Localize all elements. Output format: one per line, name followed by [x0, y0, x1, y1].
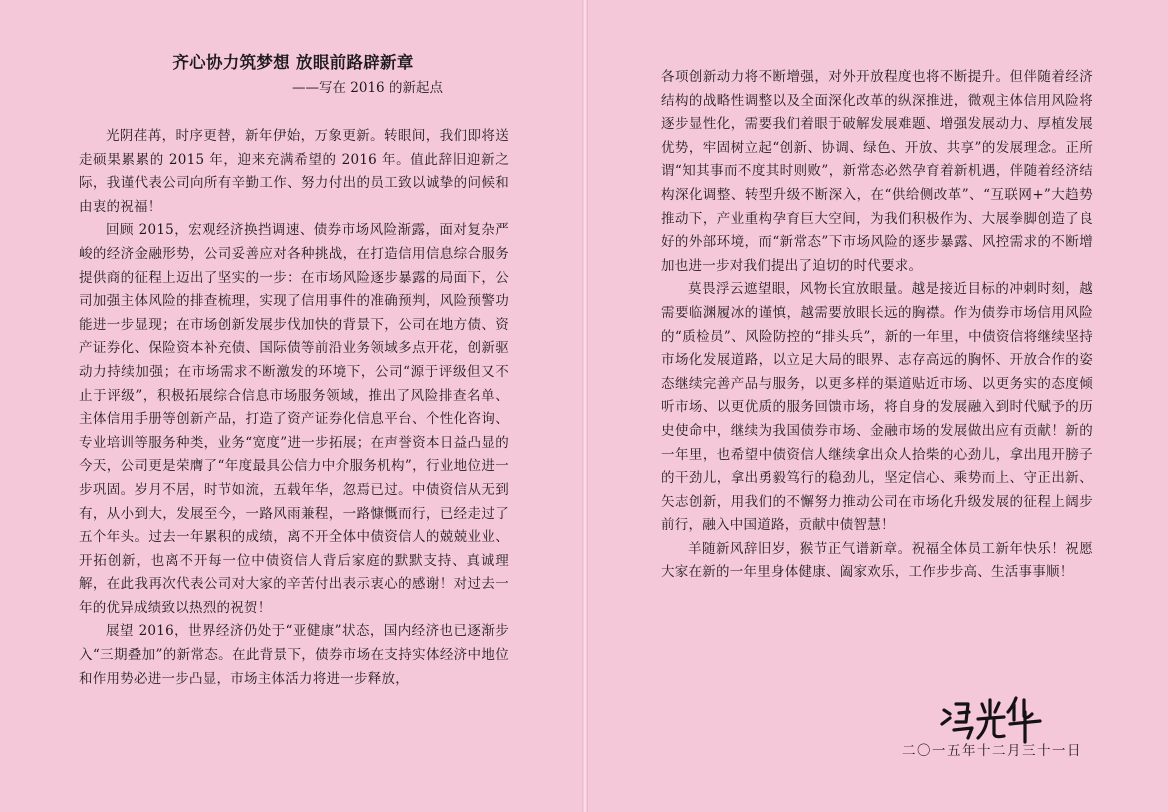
right-page	[588, 0, 1168, 812]
paragraph-mission: 莫畏浮云遮望眼，风物长宜放眼量。越是接近目标的冲刺时刻，越需要临渊履冰的谨慎，越需要放眼长远的胸襟。作为债券市场信用风险的“质检员”、风险防控的“排头兵”，新的一年里，中债资信将继续坚持市场化发展道路，以立足大局的眼界、志存高远的胸怀、开放合作的姿态继续完善产品与服务，以更多样的渠道贴近市场、以更务实的态度倾听市场、以更优质的服务回馈市场，将自身的发展融入到时代赋予的历史使命中，继续为我国债券市场、金融市场的发展做出应有贡献！新的一年里，也希望中债资信人继续拿出众人拾柴的心劲儿，拿出甩开膀子的干劲儿，拿出勇毅笃行的稳劲儿，坚定信心、乘势而上、守正出新、矢志创新，用我们的不懈努力推动公司在市场化升级发展的征程上阔步前行，融入中国道路，贡献中债智慧！	[661, 281, 1093, 534]
paragraph-greeting: 光阴荏苒，时序更替，新年伊始，万象更新。转眼间，我们即将送走硕果累累的 2015 年，迎来充满希望的 2016 年。值此辞旧迎新之际，我谨代表公司向所有辛勤工作、努力付出的员工致以诚挚的问候和由衷的祝福！	[79, 128, 509, 215]
left-body	[79, 125, 509, 691]
right-body	[661, 66, 1093, 585]
handwritten-signature	[938, 694, 1044, 744]
paragraph-outlook: 展望 2016，世界经济仍处于“亚健康”状态，国内经济也已逐渐步入“三期叠加”的新常态。在此背景下，债券市场在支持实体经济中地位和作用势必进一步凸显，市场主体活力将进一步释放，	[79, 623, 509, 687]
letter-date: 二〇一五年十二月三十一日	[902, 743, 1082, 759]
paragraph-review: 回顾 2015，宏观经济换挡调速、债券市场风险渐露，面对复杂严峻的经济金融形势，公司妥善应对各种挑战，在打造信用信息综合服务提供商的征程上迈出了坚实的一步：在市场风险逐步暴露的局面下，公司加强主体风险的排查梳理，实现了信用事件的准确预判，风险预警功能进一步显现；在市场创新发展步伐加快的背景下，公司在地方债、资产证券化、保险资本补充债、国际债等前沿业务领域多点开花，创新驱动力持续加强；在市场需求不断激发的环境下，公司“源于评级但又不止于评级”，积极拓展综合信息市场服务领域，推出了风险排查名单、主体信用手册等创新产品，打造了资产证券化信息平台、个性化咨询、专业培训等服务种类，业务“宽度”进一步拓展；在声誉资本日益凸显的今天，公司更是荣膺了“年度最具公信力中介服务机构”，行业地位进一步巩固。岁月不居，时节如流，五载年华，忽焉已过。中债资信从无到有，从小到大，发展至今，一路风雨兼程，一路慷慨而行，已经走过了五个年头。过去一年累积的成绩，离不开全体中债资信人的兢兢业业、开拓创新，也离不开每一位中债资信人背后家庭的默默支持、真诚理解，在此我再次代表公司对大家的辛苦付出表示衷心的感谢！对过去一年的优异成绩致以热烈的祝贺！	[79, 222, 509, 616]
page-title: 齐心协力筑梦想 放眼前路辟新章	[172, 53, 414, 72]
page-subtitle: ——写在 2016 的新起点	[292, 80, 443, 96]
paragraph-wishes: 羊随新风辞旧岁，猴节正气谱新章。祝福全体员工新年快乐！祝愿大家在新的一年里身体健康、阖家欢乐，工作步步高、生活事事顺！	[661, 540, 1093, 581]
paragraph-outlook-continued: 各项创新动力将不断增强，对外开放程度也将不断提升。但伴随着经济结构的战略性调整以及全面深化改革的纵深推进，微观主体信用风险将逐步显性化，需要我们着眼于破解发展难题、增强发展动力、厚植发展优势，牢固树立起“创新、协调、绿色、开放、共享”的发展理念。正所谓“知其事而不度其时则败”，新常态必然孕育着新机遇，伴随着经济结构深化调整、转型升级不断深入，在“供给侧改革”、“互联网+”大趋势推动下，产业重构孕育巨大空间，为我们积极作为、大展拳脚创造了良好的外部环境，而“新常态”下市场风险的逐步暴露、风控需求的不断增加也进一步对我们提出了迫切的时代要求。	[661, 69, 1093, 274]
left-page	[0, 0, 582, 812]
